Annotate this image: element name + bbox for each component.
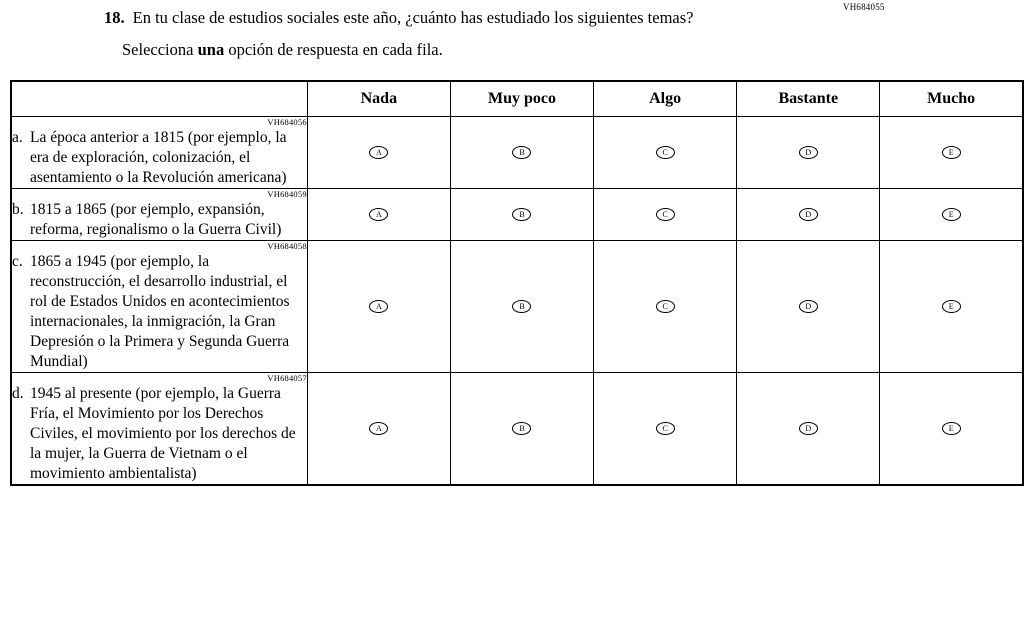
radio-bubble-c-mucho[interactable]: E [942, 300, 961, 313]
question-number: 18. [104, 8, 125, 27]
radio-cell-b-bastante[interactable] [737, 189, 880, 241]
radio-bubble-c-muy-poco[interactable]: B [512, 300, 531, 313]
radio-bubble-a-mucho[interactable]: E [942, 146, 961, 159]
row-item-code: VH684058 [267, 241, 307, 251]
radio-cell-b-nada[interactable] [307, 189, 450, 241]
radio-bubble-d-muy-poco[interactable]: B [512, 422, 531, 435]
radio-bubble-b-mucho[interactable]: E [942, 208, 961, 221]
table-row [11, 189, 1023, 241]
table-header-row [11, 81, 1023, 117]
radio-bubble-b-algo[interactable]: C [656, 208, 675, 221]
row-text: 1945 al presente (por ejemplo, la Guerra Fría, el Movimiento por los Derechos Civiles, el movimiento por los derechos de la mujer, la Guerra de Vietnam o el movimiento ambientalista) [30, 385, 296, 482]
row-stem-c [11, 241, 307, 373]
row-stem-a [11, 117, 307, 189]
column-header-bastante: Bastante [737, 81, 880, 117]
radio-cell-d-bastante[interactable] [737, 373, 880, 486]
radio-bubble-c-nada[interactable]: A [369, 300, 388, 313]
radio-bubble-b-bastante[interactable]: D [799, 208, 818, 221]
radio-cell-a-muy-poco[interactable] [450, 117, 593, 189]
table-row [11, 117, 1023, 189]
radio-cell-a-algo[interactable] [594, 117, 737, 189]
radio-cell-b-muy-poco[interactable] [450, 189, 593, 241]
column-header-nada: Nada [307, 81, 450, 117]
radio-cell-c-muy-poco[interactable] [450, 241, 593, 373]
instruction-emphasis: una [197, 40, 225, 59]
row-item-code: VH684059 [267, 189, 307, 199]
radio-bubble-a-algo[interactable]: C [656, 146, 675, 159]
radio-cell-a-nada[interactable] [307, 117, 450, 189]
radio-bubble-c-algo[interactable]: C [656, 300, 675, 313]
radio-bubble-b-nada[interactable]: A [369, 208, 388, 221]
row-text: 1815 a 1865 (por ejemplo, expansión, reforma, regionalismo o la Guerra Civil) [30, 201, 282, 238]
radio-bubble-c-bastante[interactable]: D [799, 300, 818, 313]
row-letter: d. [12, 385, 24, 402]
instruction-suffix: opción de respuesta en cada fila. [224, 40, 443, 59]
radio-cell-c-algo[interactable] [594, 241, 737, 373]
radio-bubble-a-muy-poco[interactable]: B [512, 146, 531, 159]
column-header-algo: Algo [594, 81, 737, 117]
row-letter: a. [12, 129, 23, 146]
row-item-code: VH684056 [267, 117, 307, 127]
instruction-prefix: Selecciona [122, 40, 198, 59]
radio-cell-a-mucho[interactable] [880, 117, 1023, 189]
table-row [11, 241, 1023, 373]
column-header-muy-poco: Muy poco [450, 81, 593, 117]
question-prompt-text: En tu clase de estudios sociales este año, ¿cuánto has estudiado los siguientes temas? [132, 8, 694, 27]
page-item-code: VH684055 [843, 2, 885, 12]
row-item-code: VH684057 [267, 373, 307, 383]
question-prompt-line [104, 8, 904, 28]
question-header [104, 8, 904, 60]
column-header-stem [11, 81, 307, 117]
radio-bubble-d-algo[interactable]: C [656, 422, 675, 435]
radio-bubble-b-muy-poco[interactable]: B [512, 208, 531, 221]
response-matrix-table [10, 80, 1024, 486]
radio-bubble-d-bastante[interactable]: D [799, 422, 818, 435]
row-letter: c. [12, 253, 23, 270]
radio-cell-c-mucho[interactable] [880, 241, 1023, 373]
radio-cell-d-algo[interactable] [594, 373, 737, 486]
radio-cell-d-mucho[interactable] [880, 373, 1023, 486]
radio-cell-b-algo[interactable] [594, 189, 737, 241]
row-stem-b [11, 189, 307, 241]
radio-bubble-a-bastante[interactable]: D [799, 146, 818, 159]
row-stem-d [11, 373, 307, 486]
row-text: 1865 a 1945 (por ejemplo, la reconstrucción, el desarrollo industrial, el rol de Estados Unidos en acontecimientos internacionales, la inmigración, la Gran Depresión o la Primera y Segunda Guerra Mundial) [30, 253, 290, 370]
table-row [11, 373, 1023, 486]
column-header-mucho: Mucho [880, 81, 1023, 117]
radio-cell-c-nada[interactable] [307, 241, 450, 373]
question-instruction [122, 40, 904, 60]
radio-bubble-d-mucho[interactable]: E [942, 422, 961, 435]
radio-bubble-d-nada[interactable]: A [369, 422, 388, 435]
radio-cell-d-muy-poco[interactable] [450, 373, 593, 486]
radio-cell-c-bastante[interactable] [737, 241, 880, 373]
radio-cell-d-nada[interactable] [307, 373, 450, 486]
radio-cell-a-bastante[interactable] [737, 117, 880, 189]
radio-cell-b-mucho[interactable] [880, 189, 1023, 241]
row-letter: b. [12, 201, 24, 218]
radio-bubble-a-nada[interactable]: A [369, 146, 388, 159]
row-text: La época anterior a 1815 (por ejemplo, la era de exploración, colonización, el asentamiento o la Revolución americana) [30, 129, 287, 186]
